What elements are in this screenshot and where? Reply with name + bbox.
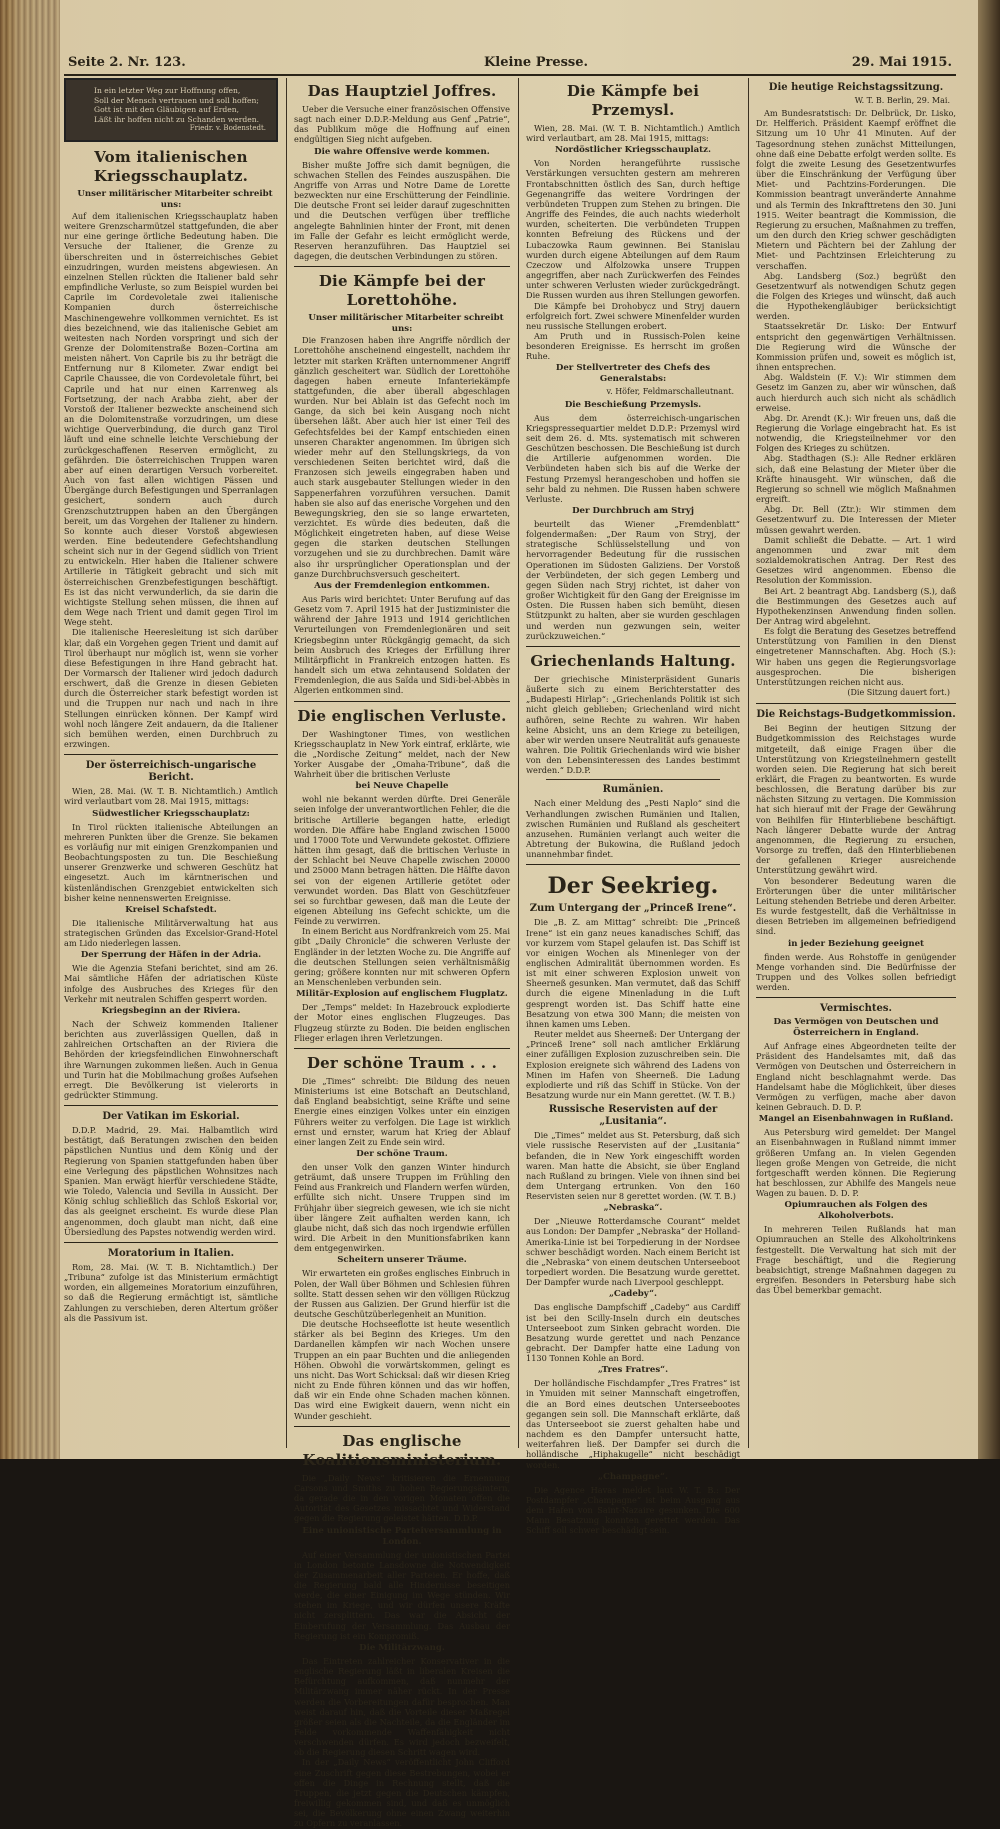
divider	[526, 646, 740, 647]
section-subhead: „Nebraska“.	[603, 1203, 663, 1214]
article-byline: Unser militärischer Mitarbeiter schreibt uns:	[77, 188, 273, 210]
article-dateline: Wien, 28. Mai. (W. T. B. Nichtamtlich.) Amtlich wird verlautbart, am 28. Mai 1915, mittags:	[526, 123, 740, 144]
article-body: Die „Daily News“ kritisieren die Ernennung Carsons und Smiths zu hohen Regierungsämtern, da gerade die in den vorigen Monaten offen die Autorität des Gesetzes missachtet und Widerstand gegen die Regierung geleistet hätten. D.D.P.	[294, 1472, 510, 1524]
article-body: Nach einer Meldung des „Pesti Naplo“ sind die Verhandlungen zwischen Rumänien und Italien, zwischen Rumänien und Rußland als gescheitert anzusehen. Rumänien verlangt auch weiter die Abtretung der Bukowina, die Rußland jedoch unannehmbar findet.	[526, 798, 740, 860]
section-subhead: „Champagne“.	[598, 1471, 668, 1482]
article-body: Die Kämpfe bei Drohobycz und Stryj dauern erfolgreich fort. Zwei schwere Minenfelder wurden neu russische Stellungen erobert.	[526, 300, 740, 331]
motto-line: Gott ist mit den Gläubigen auf Erden,	[94, 105, 240, 115]
section-subhead: Die Beschießung Przemysls.	[564, 399, 702, 410]
article-body: Abg. Landsberg (Soz.) begrüßt den Gesetzentwurf als notwendigen Schutz gegen die Folgen des Krieges und wünscht, daß auch die Hypothekengläubiger berücksichtigt werden.	[756, 270, 956, 322]
motto-line: Läßt ihr hoffen nicht zu Schanden werden.	[94, 114, 260, 124]
article-title: Der schöne Traum . . .	[306, 1053, 498, 1072]
divider	[526, 864, 740, 865]
section-subhead: Der Durchbruch am Stryj	[572, 506, 694, 516]
article-body: den unser Volk den ganzen Winter hindurch geträumt, daß unsere Truppen im Frühling den Feind aus Frankreich und Flandern werfen würden, erfüllte sich nicht. Unsere Truppen sind im Frühjahr über siegreich gewesen, wie ich sie nicht über längere Zeit aufhalten werden kann, ich glaube nicht, daß sich das noch irgendwie erfüllen wird. Die Arbeit in den Munitionsfabriken kann dem entgegenwirken.	[294, 1161, 510, 1254]
article-body: Nach der Schweiz kommenden Italiener berichten aus zuverlässigen Quellen, daß in zahlreichen Ortschaften an der Riviera die Behörden der kriegsfeindlichen Einwohnerschaft ihre Warnungen zukommen ließen. Auch in Genua und Turin hat die Mobilmachung großes Aufsehen erregt. Die Bevölkerung ist vielerorts in gedrückter Stimmung.	[64, 1018, 278, 1100]
article-body: Die italienische Heeresleitung ist sich darüber klar, daß ein Vorgehen gegen Trient und damit auf Tirol überhaupt nur möglich ist, wenn sie vorher diese Befestigungen in ihre Hand gebracht hat. Der Vormarsch der Italiener wird jedoch dadurch erschwert, daß die Grenze in diesen Gebieten durch die Österreicher stark befestigt worden ist und die Truppen nur nach und nach in ihre Stellungen einrücken können. Der Kampf wird wohl noch längere Zeit andauern, da die Italiener sich bemühen werden, einen Durchbruch zu erzwingen.	[64, 627, 278, 750]
article-body: Die „B. Z. am Mittag“ schreibt: Die „Princeß Irene“ ist ein ganz neues kanadisches Schiff, das vor kurzem vom Stapel gelaufen ist. Das Schiff ist vor einigen Wochen als Minenleger von der englischen Admiralität übernommen worden. Es ist mit einer schweren Explosion unweit von Sheerneß gesunken. Man vermutet, daß das Schiff durch die eigene Minenladung in die Luft gesprengt worden ist. Das Schiff hatte eine Besatzung von etwa 300 Mann; die meisten von ihnen kamen ums Leben.	[526, 917, 740, 1029]
article-dateline: W. T. B. Berlin, 29. Mai.	[854, 96, 950, 105]
section-subhead: in jeder Beziehung geeignet	[787, 938, 925, 949]
article-title: Die Kämpfe bei Przemysl.	[566, 82, 700, 119]
article-title: Vermischtes.	[820, 1003, 892, 1015]
article-body: Reuter meldet aus Sheerneß: Der Untergang der „Princeß Irene“ soll nach amtlicher Erklärung einer zufälligen Explosion zuzuschreiben sein. Die Explosion ereignete sich während des Ladens von Minen im Hafen von Sheerneß. Die Ladung explodierte und riß das Schiff in Stücke. Von der Besatzung wurde nur ein Mann gerettet. (W. T. B.)	[526, 1029, 740, 1101]
article-title: Russische Reservisten auf der „Lusitania“.	[548, 1104, 718, 1128]
article-body: Am Bundesratstisch: Dr. Delbrück, Dr. Lisko, Dr. Helfferich. Präsident Kaempf eröffnet die Sitzung um 10 Uhr 41 Minuten. Auf der Tagesordnung stehen zunächst Mitteilungen, ohne daß eine Debatte erfolgt werden sollte. Es folgt die zweite Lesung des Gesetzentwurfes über die Einschränkung der Verfügung über Miet- und Pachtzins-Forderungen. Die Kommission beantragt unveränderte Annahme und als Termin des Inkrafttretens den 30. Juni 1915. Weiter beantragt die Kommission, die Regierung zu ersuchen, Maßnahmen zu treffen, um den durch den Krieg schwer geschädigten Mietern und Pächtern bei der Zahlung der Miet- und Pachtzinsen Erleichterung zu verschaffen.	[756, 108, 956, 271]
motto-line: In ein letzter Weg zur Hoffnung offen,	[94, 86, 241, 95]
article-body: Auf einer Versammlung der unionistischen Partei in London betonte Lansdowne die Notwendigkeit der Zusammenarbeit aller Parteien. Er hoffe, daß die Regierung bald alle Hindernisse beseitigen werde, die einer Einigung im Wege stünden. Wir stehen im Kriege, und wir dürfen unsere Kräfte nicht zersplittern. Das war die Absicht der Einberufung der Versammlung. Das Ausbau der Regierung ist ein Kompromiß.	[294, 1549, 510, 1641]
signature: v. Höfer, Feldmarschalleutnant.	[606, 387, 734, 397]
divider	[756, 703, 956, 704]
divider	[64, 1242, 278, 1243]
section-subhead: Mangel an Eisenbahnwagen in Rußland.	[758, 1114, 954, 1125]
article-body: beurteilt das Wiener „Fremdenblatt“ folgendermaßen: „Der Raum von Stryj, der strategische Schlüsselstellung und von hervorragender Bedeutung für die russischen Operationen im Südosten Galiziens. Der Vorstoß der Verbündeten, der sich gegen Lemberg und gegen Süden nach Stryj richtet, ist daher von großer Wichtigkeit für den Gang der Ereignisse im Osten. Die Russen haben sich bemüht, diesen Stützpunkt zu halten, aber sie wurden geschlagen und werden nun gezwungen sein, weiter zurückzuweichen.“	[526, 519, 740, 641]
article-body: Bei Art. 2 beantragt Abg. Landsberg (S.), daß die Bestimmungen des Gesetzes auch auf Hypothekenzinsen Anwendung finden sollen. Der Antrag wird abgelehnt.	[756, 585, 956, 626]
page-header	[64, 52, 956, 76]
article-body: Abg. Waldstein (F. V.): Wir stimmen dem Gesetz im Ganzen zu, aber wir wünschen, daß auch hierdurch auch sich nicht als schädlich erweise.	[756, 372, 956, 413]
article-title: Rumänien.	[602, 784, 664, 796]
article-body: finden werde. Aus Rohstoffe in genügender Menge vorhanden sind. Die Bedürfnisse der Truppen und des Volkes sollen befriedigt werden.	[756, 951, 956, 992]
article-body: Es folgt die Beratung des Gesetzes betreffend Unterstützung von Familien in den Dienst eingetretener Mannschaften. Abg. Hoch (S.): Wir haben uns gegen die Regierungsvorlage ausgesprochen. Die bisherigen Unterstützungen reichen nicht aus.	[756, 626, 956, 687]
divider	[294, 701, 510, 702]
article-title: Vom italienischen Kriegsschauplatz.	[93, 147, 249, 185]
article-body: Der „Nieuwe Rotterdamsche Courant“ meldet aus London: Der Dampfer „Nebraska“ der Holland-Amerika-Linie ist bei Torpedierung in der Nordsee schwer beschädigt worden. Nach einem Bericht ist die „Nebraska“ von einem deutschen Unterseeboot torpediert worden. Die Besatzung wurde gerettet. Der Dampfer wurde nach Liverpool geschleppt.	[526, 1216, 740, 1288]
article-title: Griechenlands Haltung.	[530, 651, 736, 670]
article-body: Bisher mußte Joffre sich damit begnügen, die schwachen Stellen des Feindes auszuspähen. Die Angriffe von Arras und Notre Dame de Lorette bezweckten nur eine Erschütterung der Feindlinie. Die deutsche Front sei leider darauf zugeschnitten und die Deutschen verfügen über treffliche angelegte Bahnlinien hinter der Front, mit denen im Falle der Gefahr es leicht ermöglicht werde, Reserven heranzuführen. Das Hauptziel sei dagegen, die deutschen Verbindungen zu stören.	[294, 159, 510, 262]
column-4	[756, 78, 956, 1448]
article-title: Die Kämpfe bei der Lorettohöhe.	[318, 272, 486, 310]
book-spine	[0, 0, 60, 1459]
article-body: Das Eintreten zahlreicher Konservativer in die englische Regierung läßt in liberalen Kreisen die Befürchtung aufkommen, daß nunmehr der Militärzwang immer näher rückt. In der Presse werden die Vorbereitungen dafür besprochen. Man weist darauf hin, daß die Vorteile dieser Maßregel größer seien als die Nachteile, da die Engländer im Felde vorkommende Waffenfähigkeit nicht verschwenden dürfen. Es wird jedoch bezweifelt, ob die Regierung diesen Schritt wagen wird.	[294, 1655, 510, 1758]
article-body: Der holländische Fischdampfer „Tres Fratres“ ist in Ymuiden mit seiner Mannschaft eingetroffen, die an Bord eines deutschen Unterseebootes gegangen sein soll. Die Mannschaft erklärte, daß das Unterseeboot sie zuerst gehalten habe und nachdem es den Dampfer untersucht hatte, weiterfahren ließ. Der Dampfer sei durch die holländische „Hiphakugelle“ nicht beschädigt worden.	[526, 1378, 740, 1470]
column-rule	[286, 78, 287, 1448]
motto-author: Friedr. v. Bodenstedt.	[189, 124, 266, 133]
section-subhead: Nordöstlicher Kriegsschauplatz.	[554, 145, 712, 156]
article-body: Abg. Dr. Bell (Ztr.): Wir stimmen dem Gesetzentwurf zu. Die Interessen der Mieter müssen gewahrt werden.	[756, 504, 956, 535]
article-byline: Unser militärischer Mitarbeiter schreibt uns:	[308, 313, 504, 335]
article-body: Ueber die Versuche einer französischen Offensive sagt nach einer D.D.P.-Meldung aus Genf „Patrie“, das Publikum möge die Hoffnung auf einen endgültigen Sieg nicht aufgeben.	[294, 104, 510, 145]
section-subhead: Zum Untergang der „Princeß Irene“.	[529, 903, 737, 915]
article-body: Das englische Dampfschiff „Cadeby“ aus Cardiff ist bei den Scilly-Inseln durch ein deutsches Unterseeboot zum Sinken gebracht worden. Die Besatzung wurde gerettet und nach Penzance gebracht. Der Dampfer hatte eine Ladung von 1130 Tonnen Kohle an Bord.	[526, 1302, 740, 1364]
column-1	[64, 78, 278, 1448]
article-title: Das Hauptziel Joffres.	[307, 82, 497, 100]
newspaper-title: Kleine Presse.	[484, 55, 589, 70]
article-body: Rom, 28. Mai. (W. T. B. Nichtamtlich.) Der „Tribuna“ zufolge ist das Ministerium ermächtigt worden, ein allgemeines Moratorium einzuführen, so daß die Regierung ermächtigt ist, sämtliche Zahlungen zu verschieben, deren Altertum größer als die Passivum ist.	[64, 1261, 278, 1323]
article-title: Der österreichisch-ungarische Bericht.	[85, 760, 257, 784]
article-title: Die englischen Verluste.	[297, 706, 507, 725]
article-title: Die Reichstags-Budgetkommission.	[756, 709, 956, 721]
divider	[64, 1105, 278, 1106]
article-title: Das englische Koalitionsministerium.	[302, 1431, 502, 1469]
divider	[64, 754, 278, 755]
article-body: Der Washingtoner Times, von westlichen Kriegsschauplatz in New York eintraf, erklärte, wie die „Nordische Zeitung“ meldet, nach der New Yorker Ausgabe der „Omaha-Tribune“, daß die Wahrheit über die britischen Verluste	[294, 728, 510, 780]
article-body: Von Norden herangeführte russische Verstärkungen versuchten gestern am mehreren Frontabschnitten östlich des San, durch heftige Gegenangriffe das weitere Vordringen der verbündeten Truppen zum Stehen zu bringen. Die Angriffe des Feindes, die auch nachts wiederholt wurden, scheiterten. Die verbündeten Truppen konnten Befreiung des Rückens und der Lubaczowka Raum gewinnen. Bei Stanislau wurden durch eigene Abteilungen auf dem Raum Czeczow und Alfolzowka unsere Truppen angegriffen, aber nach Zurückwerfen des Feindes unter schweren Verlusten wieder zurückgedrängt. Die Russen wurden aus ihren Stellungen geworfen.	[526, 158, 741, 301]
article-body: Wie die Agenzia Stefani berichtet, sind am 26. Mai sämtliche Häfen der adriatischen Küste infolge des Ausbruches des Krieges für den Verkehr mit neutralen Schiffen gesperrt worden.	[64, 963, 278, 1004]
divider	[294, 266, 510, 267]
article-body: Damit schließt die Debatte. — Art. 1 wird angenommen und zwar mit dem sozialdemokratischen Antrag. Der Rest des Gesetzes wird angenommen. Ebenso die Resolution der Kommission.	[756, 534, 956, 586]
article-title: Moratorium in Italien.	[107, 1247, 235, 1259]
section-subhead: Der Stellvertreter des Chefs des Generalstabs:	[555, 363, 711, 385]
article-body: Aus Petersburg wird gemeldet: Der Mangel an Eisenbahnwagen in Rußland nimmt immer größeren Umfang an. In vielen Gegenden liegen große Mengen von Getreide, die nicht fortgeschafft werden können. Die Regierung hat beschlossen, zur Abhilfe des Mangels neue Wagen zu bauen. D. D. P.	[756, 1127, 956, 1199]
column-rule	[748, 78, 749, 1448]
page-number: Seite 2. Nr. 123.	[68, 55, 186, 70]
article-body: In einem Bericht aus Nordfrankreich vom 25. Mai gibt „Daily Chronicle“ die schweren Verluste der Engländer in der letzten Woche zu. Die Angriffe auf die deutschen Stellungen seien verhältnismäßig gering; größere konnten nur mit schweren Opfern an Menschenleben verbunden sein.	[294, 926, 510, 988]
article-body: Wir erwarteten ein großes englisches Einbruch in Polen, der Wall über Böhmen und Schlesien führen sollte. Statt dessen sehen wir den völligen Rückzug der Russen aus Galizien. Der Grund hierfür ist die deutsche Geschützüberlegenheit an Munition.	[294, 1268, 510, 1319]
article-body: Die italienische Militärverwaltung hat aus strategischen Gründen das Excelsior-Grand-Hotel am Lido niederlegen lassen.	[64, 917, 278, 949]
article-body: wohl nie bekannt werden dürfte. Drei Generäle seien infolge der unverantwortlichen Fehler, die die britische Artillerie begangen hatte, erledigt worden. Die Affäre habe England zwischen 15000 und 17000 Tote und Verwundete gekostet. Offiziere hätten ihm gesagt, daß die britischen Verluste in der Schlacht bei Neuve Chapelle zwischen 20000 und 25000 Mann betragen hätten. Die Hälfte davon sei von der eigenen Artillerie getötet oder verwundet worden. Das Blatt von Geschützfeuer sei so furchtbar gewesen, daß man die Leute der eigenen Abteilung ins Gefecht schickte, um die Feinde zu verwirren.	[294, 794, 510, 927]
column-3	[526, 78, 741, 1536]
section-subhead: Militär-Explosion auf englischem Flugplatz.	[296, 989, 508, 1000]
page-edge-shadow	[978, 0, 1000, 1459]
article-body: In der „Daily News“ veröffentlicht John Clifford eine Zuschrift gegen diese Bestrebungen, wobei er offen die Dinge in Rechnung stellt, daß die Truppen, die jetzt gegen die Deutschen kämpfen, freiwillig gekommen sind, und daß es unmöglich sei, die Bevölkerung ohne einen Zwang weiterhin zu Opfern zu veranlassen.	[294, 1757, 510, 1829]
section-subhead: „Tres Fratres“.	[597, 1365, 669, 1376]
section-subhead: Das Vermögen von Deutschen und Österreichern in England.	[773, 1017, 939, 1039]
article-dateline: Wien, 28. Mai. (W. T. B. Nichtamtlich.) Amtlich wird verlautbart vom 28. Mai 1915, mittags:	[64, 786, 278, 807]
article-body: Die Franzosen haben ihre Angriffe nördlich der Lorettohöhe anscheinend eingestellt, nachdem ihr letzter mit starken Kräften unternommener Angriff gänzlich gescheitert war. Südlich der Lorettohöhe dagegen haben erneute Infanteriekämpfe stattgefunden, die aber überall abgeschlagen wurden. Nur bei Ablain ist das Gefecht noch im Gange, da sich bei kein Ausgang noch nicht übersehen läßt. Aber auch hier ist einer Teil des Gefechtsfeldes bei der Kampf entschieden einen unseren Charakter angenommen. Im übrigen sich wieder mehr auf den Stellungskriegs, da von verschiedenen Seiten berichtet wird, daß die Franzosen sich jeweils eingegraben haben und auch stark ausgebauter Stellungen wieder in den Sappenerfahren vorzuführen versuchen. Damit haben sie also auf das enerische Vorgehen und den Bewegungskrieg, den sie so lange erwarteten, verzichtet. Es würde dies bedeuten, daß die Möglichkeit eingetreten haben, auf diese Weise gegen die starken deutschen Stellungen vorzugehen und sie zu durchbrechen. Damit wäre also ihr ursprünglicher Operationsplan und der ganze Durchbruchsversuch gescheitert.	[294, 335, 510, 579]
article-body: Auf dem italienischen Kriegsschauplatz haben weitere Grenzscharmützel stattgefunden, die aber nur eine geringe örtliche Bedeutung haben. Die Versuche der Italiener, die Grenze zu überschreiten und in österreichisches Gebiet einzudringen, wurden meistens abgewiesen. An einzelnen Stellen rückten die Italiener bald sehr empfindliche Verluste, so zum Beispiel wurden bei Caprile im Cordevoletale zwei italienische Kompanien durch österreichische Maschinengewehre vollkommen vernichtet. Es ist dies bezeichnend, wie das italienische Gebiet am weitesten nach Norden vorspringt und sich der Grenze der Dolomitenstraße Bozen–Cortina am meisten nähert. Von Caprile bis zu ihr beträgt die Entfernung nur 8 Kilometer. Zwar endigt bei Caprile Chaussee, die von Cordevoletale führt, bei Caprile und hat nur einen Karrenweg als Fortsetzung, der nach Arabba zieht, aber der Vorstoß der Italiener bezweckte anscheinend sich an die Dolomitenstraße vorzudringen, um diese wichtige Querverbindung, die durch ganz Tirol läuft und eine schnelle leichte Verschiebung der zurückgeschaffenen Reserven ermöglicht, zu gefährden. Die österreichischen Truppen waren aber auf einen derartigen Versuch vorbereitet. Auch von fast allen wichtigen Pässen und Übergänge durch Befestigungen und Sperranlagen gesichert, sondern auch durch Grenzschutztruppen haben an den Übergängen bereit, um das Vorgehen der Italiener zu hindern. So konnte auch dieser Vorstoß abgewiesen werden. Eine bedeutendere Gefechtshandlung scheint sich nur in der Gegend südlich von Trient zu entwickeln. Hier haben die Italiener schwere Artillerie in Tätigkeit gebracht und sich mit österreichischen Grenzbefestigungen beschäftigt. Es ist das nicht verwunderlich, da sie darin die wichtigste Stellung sehen müssen, die ihnen auf dem Wege nach Trient und damit gegen Tirol im Wege steht.	[64, 210, 278, 628]
section-subhead: Eine unionistische Parteiversammlung in London.	[302, 1525, 502, 1547]
article-body: Am Pruth und in Russisch-Polen keine besonderen Ereignisse. Es herrscht im großen Ruhe.	[526, 330, 740, 362]
article-title: Die heutige Reichstagssitzung.	[768, 82, 944, 93]
section-subhead: Der schöne Traum.	[356, 1148, 448, 1159]
article-body: Abg. Dr. Arendt (K.): Wir freuen uns, daß die Regierung die Vorlage eingebracht hat. Es ist notwendig, die Kriegsteilnehmer vor den Folgen des Krieges zu schützen.	[756, 412, 956, 454]
section-subhead: Kriegsbeginn an der Riviera.	[101, 1005, 241, 1016]
article-body: Die deutsche Hochseeflotte ist heute wesentlich stärker als bei Beginn des Krieges. Um den Dardanellen kämpfen wir nach Wochen unsere Truppen an ein paar Buchten und die anliegenden Höhen. Obwohl die vorwärtskommen, gelingt es uns nicht. Das Wort Schicksal: daß wir diesen Krieg nicht zu Ende führen können und das wir hoffen, daß wir ein Ende ohne Schaden machen können. Das wird eine Ewigkeit dauern, wenn nicht ein Wunder geschieht.	[294, 1319, 510, 1421]
section-subhead: Aus der Fremdenlegion entkommen.	[314, 580, 490, 591]
divider	[756, 997, 956, 998]
article-body: Staatssekretär Dr. Lisko: Der Entwurf entspricht den gegenwärtigen Verhältnissen. Die Regierung wird die Wünsche der Kommission prüfen und, soweit es möglich ist, ihnen entsprechen.	[756, 321, 956, 373]
article-body: Von besonderer Bedeutung waren die Erörterungen über die unter militärischer Leitung stehenden Betriebe und deren Arbeiter. Es wurde festgestellt, daß die Verhältnisse in diesen Betrieben im allgemeinen befriedigend sind.	[756, 875, 956, 937]
motto-box	[64, 78, 278, 142]
article-body: In Tirol rückten italienische Abteilungen an mehreren Punkten über die Grenze. Sie bekamen es vorläufig nur mit einigen Grenzkompanien und Beobachtungsposten zu tun. Die Beschießung unserer Grenzwerke und schweren Geschütz hat eingesetzt. Auch im kärntnerischen und küstenländischen Grenzgebiet entwickelten sich bisher keine nennenswerten Ereignisse.	[64, 821, 278, 903]
article-title: Der Seekrieg.	[547, 873, 719, 900]
divider	[546, 779, 720, 780]
section-subhead: Der Sperrung der Häfen in der Adria.	[80, 950, 262, 961]
section-subhead: Opiumrauchen als Folgen des Alkoholverbots.	[784, 1200, 928, 1222]
section-subhead: Die wahre Offensive werde kommen.	[314, 146, 490, 157]
article-body: In mehreren Teilen Rußlands hat man Opiumrauchen an Stelle des Alkoholtrinkens festgestellt. Die Verwaltung hat sich mit der Frage beschäftigt, und die Regierung beabsichtigt, strenge Maßnahmen dagegen zu ergreifen. Besonders in Petersburg habe sich das Übel bemerkbar gemacht.	[756, 1224, 956, 1296]
article-body: Der griechische Ministerpräsident Gunaris äußerte sich zu einem Berichterstatter des „Budapesti Hirlap“: „Griechenlands Politik ist sich nicht gleich geblieben; Griechenland wird nicht aufhören, seine Rechte zu wahren. Wir haben keine Absicht, uns an dem Kriege zu beteiligen, aber wir werden unsere Neutralität aufs genaueste wahren. Die Politik Griechenlands wird wie bisher von den Lebensinteressen des Landes bestimmt werden.“ D.D.P.	[526, 673, 740, 776]
sitting-note: (Die Sitzung dauert fort.)	[847, 688, 950, 698]
issue-date: 29. Mai 1915.	[851, 55, 952, 70]
article-body: Aus Paris wird berichtet: Unter Berufung auf das Gesetz vom 7. April 1915 hat der Justizminister die während der Jahre 1913 und 1914 gerichtlichen Verurteilungen von Fremdenlegionären und seit Kriegsbeginn unter Rückgängig gemacht, da sich beim Ausbruch des Krieges der Erfüllung ihrer Militärpflicht in Frankreich entzogen hatten. Es handelt sich um etwa zehntausend Soldaten der Fremdenlegion, die aus Saïda und Sidi-bel-Abbès in Algerien entkommen sind.	[294, 593, 510, 696]
section-subhead: Scheitern unserer Träume.	[337, 1255, 467, 1266]
section-subhead: Kreisel Schafstedt.	[125, 904, 217, 915]
column-2	[294, 78, 510, 1829]
column-rule	[518, 78, 519, 1448]
section-subhead: Südwestlicher Kriegsschauplatz:	[92, 808, 250, 819]
article-body: Der „Temps“ meldet: In Hazebrouck explodierte der Motor eines englischen Flugzeuges. Das Flugzeug stürzte zu Boden. Die beiden englischen Flieger erlagen ihren Verletzungen.	[294, 1002, 510, 1043]
section-subhead: bei Neuve Chapelle	[355, 781, 449, 792]
article-body: Die „Times“ schreibt: Die Bildung des neuen Ministeriums ist eine Botschaft an Deutschland, daß England beabsichtigt, seine Kräfte und seine Energie eines einzigen Volkes unter ein einzigen Führers weiter zu verfolgen. Die Lage ist wirklich ernst und ernster, warum hat Krieg der Ablauf einer langen Zeit zu Ende sein wird.	[294, 1075, 510, 1147]
article-body: D.D.P. Madrid, 29. Mai. Halbamtlich wird bestätigt, daß Beratungen zwischen den beiden päpstlichen Nuntius und dem König und der Regierung von Spanien stattgefunden haben über eine Verlegung des päpstlichen Wohnsitzes nach Spanien. Man erwägt hierfür verschiedene Städte, wie Toledo, Valencia und Sevilla in Aussicht. Der König schlug schließlich das Schloß Eskorial vor, das als geeignet erscheint. Es wurde diese Plan angenommen, doch glaubt man nicht, daß eine Übersiedlung des Papstes notwendig werden wird.	[64, 1125, 278, 1237]
section-subhead: Die Militärzwang.	[359, 1642, 445, 1653]
article-body: Abg. Stadthagen (S.): Alle Redner erklären sich, daß eine Belastung der Mieter über die Kräfte hinausgeht. Wir wünschen, daß die Regierung so schnell wie möglich Maßnahmen ergreift.	[756, 453, 956, 505]
motto-line: Soll der Mensch vertrauen und soll hoffen;	[94, 95, 259, 105]
article-body: Die Agence Havas meldet laut W. T. B.: Der Postdampfer „Champagne“ ist beim Ausgang aus dem Hafen von Saint-Nazaire gesunken. Die 600 Mann Besatzung konnten gerettet werden. Das Schiff soll schwer beschädigt sein.	[526, 1484, 740, 1536]
article-body: Die „Times“ meldet aus St. Petersburg, daß sich viele russische Reservisten auf der „Lusitania“ befanden, die in New York eingeschifft worden waren. Man hatte die Absicht, sie über England nach Rußland zu bringen. Viele von ihnen sind bei dem Untergang ertrunken. Von den 160 Reservisten seien nur 8 gerettet worden. (W. T. B.)	[526, 1130, 740, 1202]
article-title: Der Vatikan im Eskorial.	[102, 1111, 240, 1123]
article-body: Aus dem österreichisch-ungarischen Kriegspressequartier meldet D.D.P.: Przemysl wird seit dem 26. d. Mts. systematisch mit schweren Geschützen beschossen. Die Beschießung ist durch die Artillerie aufgenommen worden. Die Verbündeten haben sich bis auf die Werke der Festung Przemysl herangeschoben und hoffen sie sehr bald zu nehmen. Die Russen haben schwere Verluste.	[526, 412, 740, 504]
divider	[294, 1426, 510, 1427]
article-body: Bei Beginn der heutigen Sitzung der Budgetkommission des Reichstages wurde mitgeteilt, daß einige Fragen über die Unterstützung von Kriegsteilnehmern gestellt worden seien. Die Regierung hat sich bereit erklärt, die Fragen zu beantworten. Es wurde beschlossen, die Beratung darüber bis zur nächsten Sitzung zu vertagen. Die Kommission hat sich hierauf mit der Frage der Gewährung von Beihilfen für Hinterbliebene beschäftigt. Nach längerer Debatte wurde der Antrag angenommen, die Regierung zu ersuchen, Vorsorge zu treffen, daß den Hinterbliebenen der gefallenen Krieger ausreichende Unterstützung gewährt wird.	[756, 723, 956, 876]
divider	[294, 1048, 510, 1049]
article-body: Auf Anfrage eines Abgeordneten teilte der Präsident des Handelsamtes mit, daß das Vermögen von Deutschen und Österreichern in England nicht beschlagnahmt werde. Das Handelsamt habe die Möglichkeit, über dieses Vermögen zu verfügen, mache aber davon keinen Gebrauch. D. D. P.	[756, 1041, 956, 1113]
section-subhead: „Cadeby“.	[608, 1289, 658, 1300]
